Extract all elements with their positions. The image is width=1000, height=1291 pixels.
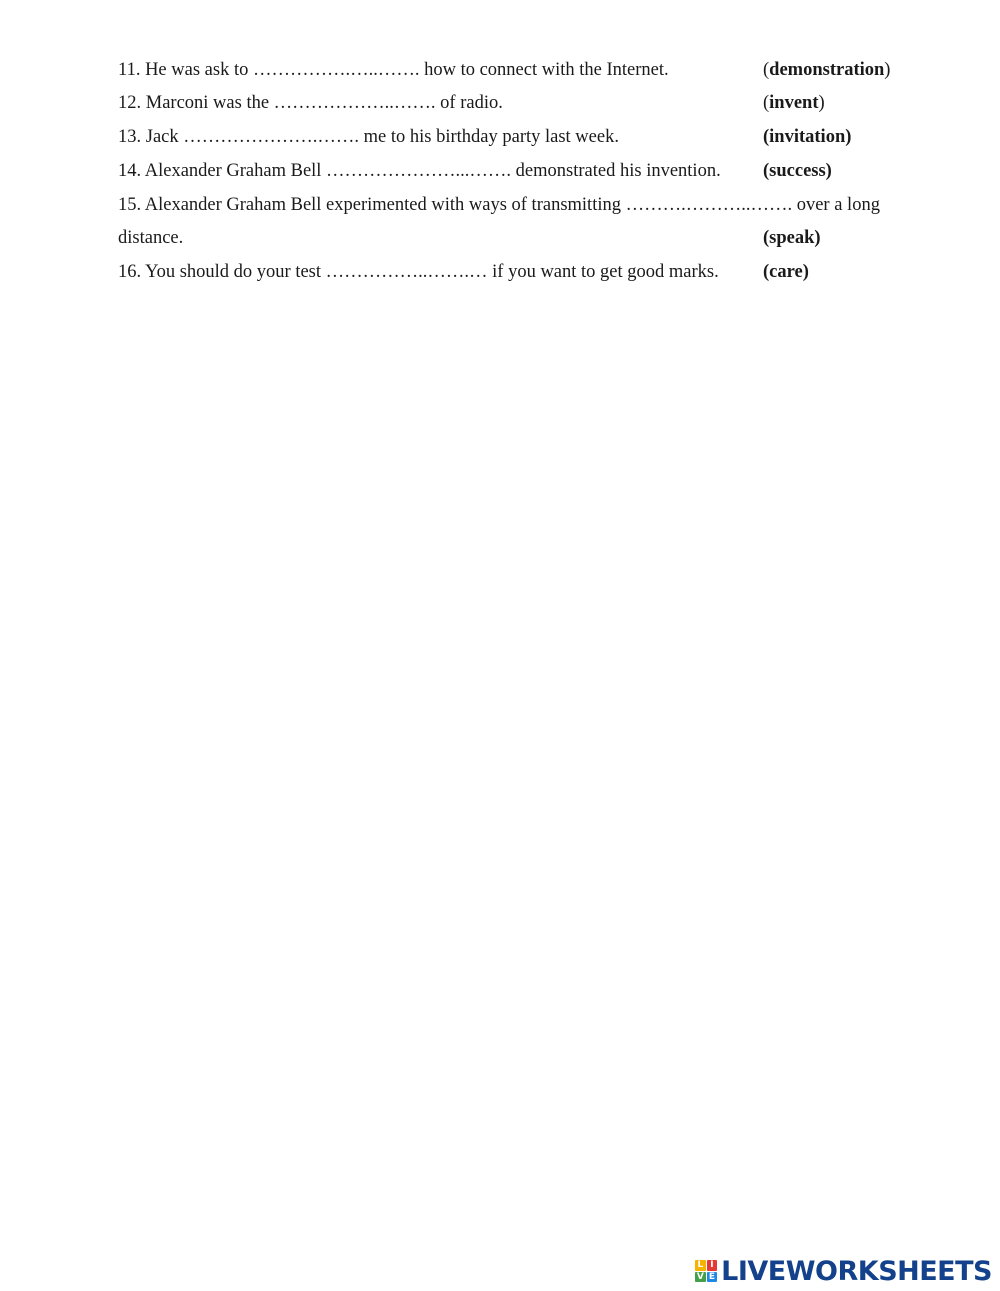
exercise-item-14 bbox=[118, 156, 938, 186]
liveworksheets-logo-icon: L I V E bbox=[695, 1260, 717, 1282]
exercise-item-15-continued bbox=[118, 223, 938, 253]
exercise-item-16 bbox=[118, 257, 938, 287]
hint-word: (speak) bbox=[763, 228, 821, 248]
item-hint bbox=[763, 156, 832, 186]
hint-word: demonstration bbox=[769, 60, 885, 80]
item-sentence: 13. Jack ………………….……. me to his birthday party last week. bbox=[118, 127, 619, 147]
hint-word: (success) bbox=[763, 161, 832, 181]
logo-text: LIVEWORKSHEETS bbox=[721, 1255, 992, 1287]
exercise-item-12 bbox=[118, 88, 938, 118]
item-hint bbox=[763, 122, 851, 152]
exercise-item-15 bbox=[118, 190, 938, 220]
hint-word: (care) bbox=[763, 262, 809, 282]
item-sentence: distance. bbox=[118, 228, 184, 248]
exercise-item-11 bbox=[118, 55, 938, 85]
item-sentence: 16. You should do your test ……………..…….… if you want to get good marks. bbox=[118, 262, 719, 282]
item-sentence: 11. He was ask to …………….…..……. how to connect with the Internet. bbox=[118, 60, 669, 80]
item-hint: (invent) bbox=[763, 93, 825, 113]
item-hint bbox=[763, 257, 809, 287]
hint-word: (invitation) bbox=[763, 127, 852, 147]
item-sentence: 12. Marconi was the ………………..……. of radio. bbox=[118, 93, 503, 113]
hint-word: invent bbox=[769, 93, 819, 113]
item-hint: (demonstration) bbox=[763, 60, 891, 80]
exercise-item-13 bbox=[118, 122, 938, 152]
item-hint bbox=[763, 223, 821, 253]
item-sentence: 15. Alexander Graham Bell experimented with ways of transmitting ……….………..……. over a long bbox=[118, 195, 880, 215]
liveworksheets-logo bbox=[695, 1255, 992, 1287]
item-sentence: 14. Alexander Graham Bell …………………...……. demonstrated his invention. bbox=[118, 161, 721, 181]
